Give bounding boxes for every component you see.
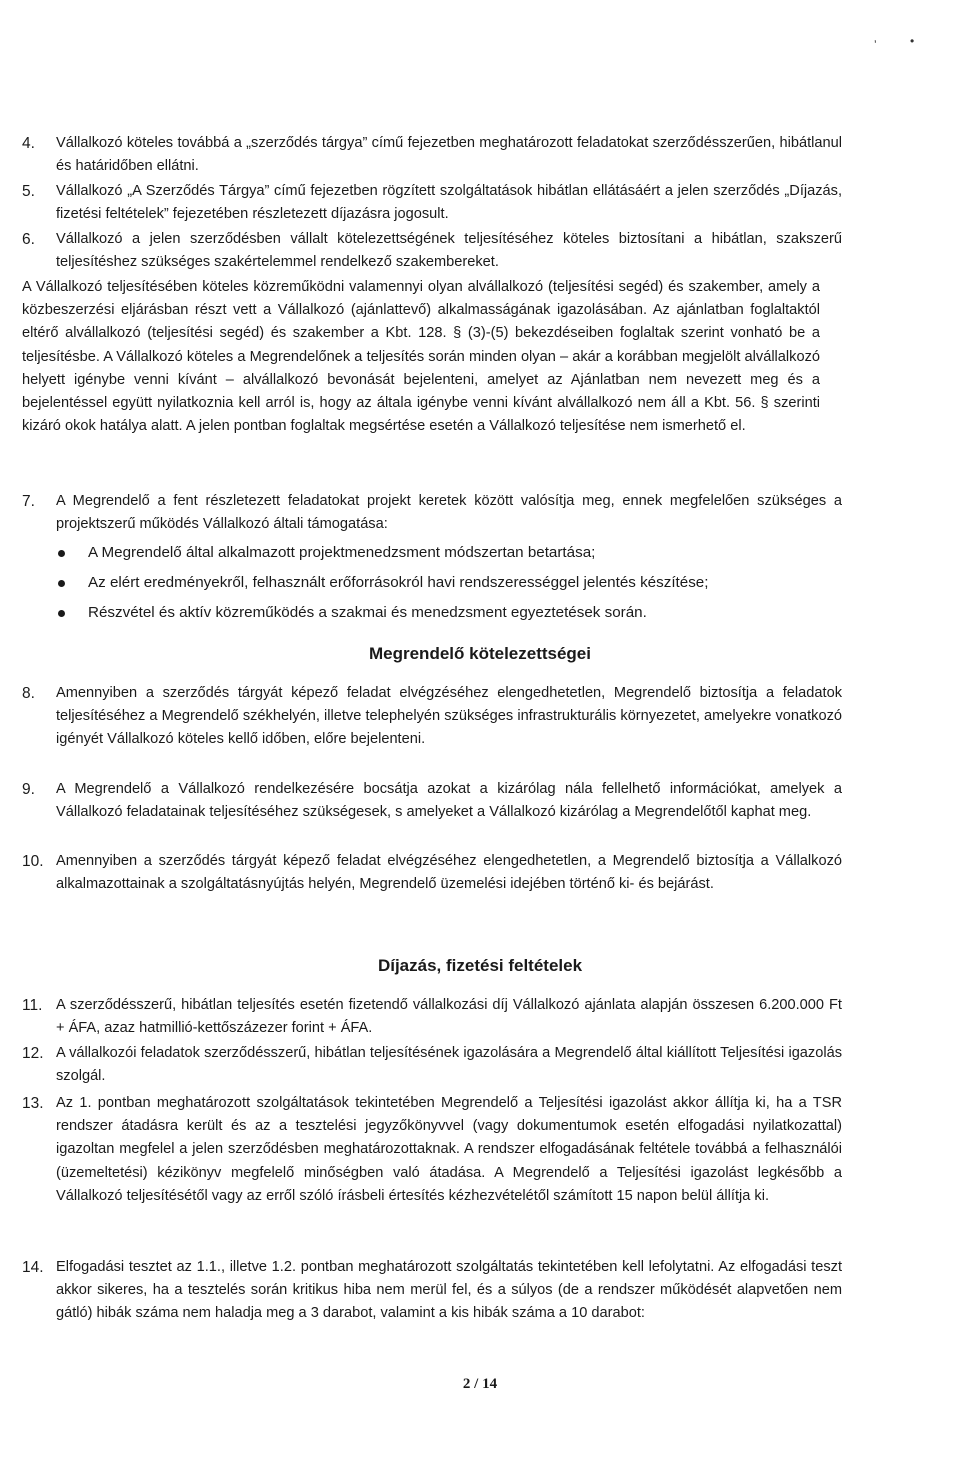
item-text: Amennyiben a szerződés tárgyát képező feladat elvégzéséhez elengedhetetlen, Megrendelő biztosítja a feladatok teljesítéséhez a Megrendelő székhelyén, illetve telephelyén szükséges infrastrukturális környezetet, amelyekre vonatkozó igényét Vállalkozó köteles kellő időben, előre bejelenteni. xyxy=(56,685,842,748)
bullet-item: Részvétel és aktív közreműködés a szakmai és menedzsment egyeztetések során. xyxy=(56,598,836,628)
bullet-icon xyxy=(58,610,65,617)
bullet-icon xyxy=(58,550,65,557)
item-text: A Megrendelő a fent részletezett feladatokat projekt keretek között valósítja meg, ennek megfelelően szükséges a projektszerű működés Vállalkozó általi támogatása: xyxy=(56,493,842,533)
item-text: A Megrendelő a Vállalkozó rendelkezésére bocsátja azokat a kizárólag nála fellelhető információkat, amelyek a Vállalkozó feladatainak teljesítéséhez szükségesek, s amelyeket a Vállalkozó kizárólag a Megrendelőtől kaphat meg. xyxy=(56,781,842,821)
item-number: 6. xyxy=(22,231,35,248)
item-text: Amennyiben a szerződés tárgyát képező feladat elvégzéséhez elengedhetetlen, a Megrendelő biztosítja a Vállalkozó alkalmazottainak a szolgáltatásnyújtás helyén, Megrendelő üzemelési idejében történő ki- és bejárást. xyxy=(56,853,842,893)
scan-mark-2: • xyxy=(910,34,915,48)
item-text: A vállalkozói feladatok szerződésszerű, hibátlan teljesítésének igazolására a Megrendelő által kiállított Teljesítési igazolás szolgál. xyxy=(56,1045,842,1085)
item-6-continuation: A Vállalkozó teljesítésében köteles közreműködni valamennyi olyan alvállalkozó (teljesítési segéd) és szakember, amely a közbeszerzési eljárásban részt vett a Vállalkozó (ajánlattevő) alkalmasságának igazolásában. Az ajánlatban foglaltaktól eltérő alvállalkozó (teljesítési segéd) és szakember a Kbt. 128. § (3)-(5) bekezdéseiben foglaltak szerint vonható be a teljesítésbe. A Vállalkozó köteles a Megrendelőnek a teljesítés során minden olyan – akár a korábban megjelölt alvállalkozó helyett igénybe venni kívánt – alvállalkozó bevonását bejelenteni, amelyet az Ajánlatban nem nevezett meg és a bejelentéssel együtt nyilatkoznia kell arról is, hogy az általa igénybe venni kívánt alvállalkozó nem áll a Kbt. 56. § szerinti kizáró okok hatálya alatt. A jelen pontban foglaltak megsértése esetén a Vállalkozó teljesítése nem ismerhető el. xyxy=(22,279,820,435)
section-heading-payment: Díjazás, fizetési feltételek xyxy=(377,956,583,975)
item-number: 12. xyxy=(22,1045,44,1062)
item-text: Elfogadási tesztet az 1.1., illetve 1.2. pontban meghatározott szolgáltatás tekintetében kell lefolytatni. Az elfogadási teszt akkor sikeres, ha a tesztelés során kritikus hiba nem merül fel, és a súlyos (de a rendszer működését alapvetően nem gátló) hibák száma nem haladja meg a 3 darabot, valamint a kis hibák száma a 10 darabot: xyxy=(56,1259,842,1322)
item-number: 9. xyxy=(22,781,35,798)
item-text: Vállalkozó „A Szerződés Tárgya” című fejezetben rögzített szolgáltatások hibátlan ellátásáért a jelen szerződés „Díjazás, fizetési feltételek” fejezetében részletezett díjazásra jogosult. xyxy=(56,183,842,223)
section-heading-obligations: Megrendelő kötelezettségei xyxy=(368,644,591,663)
item-number: 10. xyxy=(22,853,44,870)
item-text: A szerződésszerű, hibátlan teljesítés esetén fizetendő vállalkozási díj Vállalkozó ajánlata alapján összesen 6.200.000 Ft + ÁFA, azaz hatmillió-kettőszázezer forint + ÁFA. xyxy=(56,997,842,1037)
item-number: 11. xyxy=(22,997,43,1014)
bullet-icon xyxy=(58,580,65,587)
item-number: 4. xyxy=(22,135,35,152)
page-number: 2 / 14 xyxy=(462,1376,498,1392)
item-number: 13. xyxy=(22,1095,44,1112)
item-text: Vállalkozó a jelen szerződésben vállalt kötelezettségének teljesítéséhez köteles biztosítani a hibátlan, szakszerű teljesítéshez szükséges szakértelemmel rendelkező szakembereket. xyxy=(56,231,842,271)
bullet-list xyxy=(56,538,836,628)
item-text: Az 1. pontban meghatározott szolgáltatások tekintetében Megrendelő a Teljesítési igazolást akkor állítja ki, ha a TSR rendszer átadásra került és az a tesztelési jegyzőkönyvvel (vagy dokumentumok esetén elfogadási nyilatkozattal) igazoltan megfelel a jelen szerződésben meghatározottaknak. A rendszer elfogadásának feltétele továbbá a felhasználói (üzemeltetési) kézikönyv megfelelő minőségben való átadása. A Megrendelő a Teljesítési igazolást legkésőbb a Vállalkozó teljesítésétől vagy az erről szóló írásbeli értesítés kézhezvételétől számított 15 napon belül állítja ki. xyxy=(56,1095,842,1204)
scan-mark-1: ʼ xyxy=(874,38,877,52)
item-number: 8. xyxy=(22,685,35,702)
item-number: 14. xyxy=(22,1259,44,1276)
item-text: Vállalkozó köteles továbbá a „szerződés tárgya” című fejezetben meghatározott feladatokat szerződésszerűen, hibátlanul és határidőben ellátni. xyxy=(56,135,842,175)
item-number: 7. xyxy=(22,493,35,510)
bullet-item: Az elért eredményekről, felhasznált erőforrásokról havi rendszerességgel jelentés készítése; xyxy=(56,568,836,598)
bullet-item: A Megrendelő által alkalmazott projektmenedzsment módszertan betartása; xyxy=(56,538,836,568)
item-number: 5. xyxy=(22,183,35,200)
